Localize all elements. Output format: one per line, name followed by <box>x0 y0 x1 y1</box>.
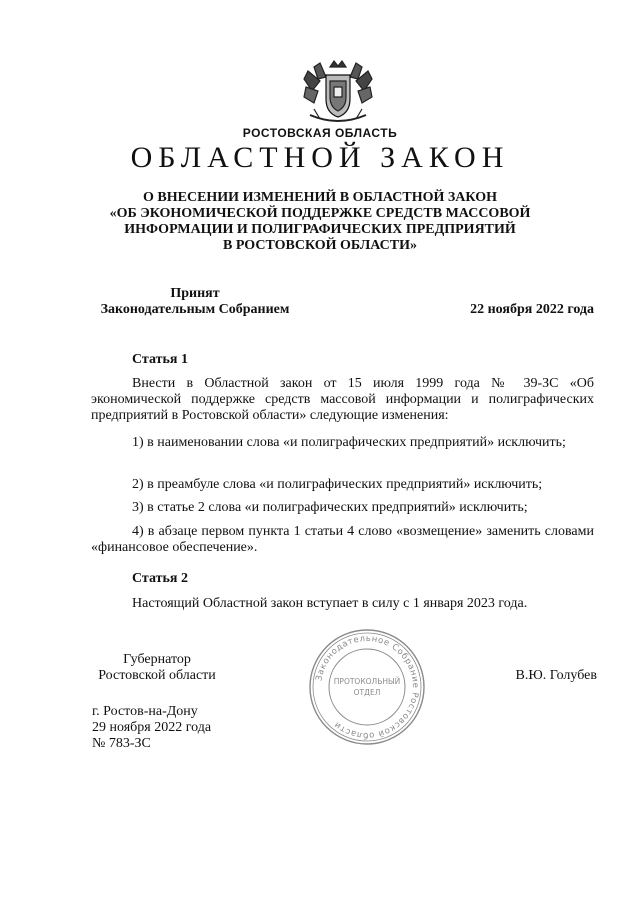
subtitle-line: О ВНЕСЕНИИ ИЗМЕНЕНИЙ В ОБЛАСТНОЙ ЗАКОН <box>143 190 497 205</box>
signing-place: г. Ростов-на-Дону <box>92 704 198 719</box>
adopted-by-label: Законодательным Собранием <box>100 302 290 317</box>
governor-position <box>92 652 222 684</box>
adopted-label: Принят <box>170 286 220 301</box>
subtitle-line: В РОСТОВСКОЙ ОБЛАСТИ» <box>222 238 418 253</box>
article-1-item-4: 4) в абзаце первом пункта 1 статьи 4 слово «возмещение» заменить словами «финансовое обеспечение». <box>91 524 594 555</box>
article-1-intro: Внести в Областной закон от 15 июля 1999 года № 39-ЗС «Об экономической поддержке средств массовой информации и полиграфических предприятий в Ростовской области» следующие изменения: <box>91 376 594 423</box>
subtitle-line: «ОБ ЭКОНОМИЧЕСКОЙ ПОДДЕРЖКЕ СРЕДСТВ МАССОВОЙ <box>109 206 531 221</box>
signing-details <box>92 704 211 752</box>
position-line: Губернатор <box>123 652 191 667</box>
position-line: Ростовской области <box>98 668 216 683</box>
stamp-inner-line: ОТДЕЛ <box>353 688 381 697</box>
coat-of-arms-emblem <box>300 57 376 127</box>
adopted-date: 22 ноября 2022 года <box>470 302 594 317</box>
law-subtitle <box>60 190 580 254</box>
stamp-inner-line: ПРОТОКОЛЬНЫЙ <box>333 677 401 686</box>
stamp-ring-text: Законодательное Собрание Ростовской области <box>314 633 421 741</box>
article-1-item-3: 3) в статье 2 слова «и полиграфических предприятий» исключить; <box>132 500 528 515</box>
article-1-heading: Статья 1 <box>132 352 188 367</box>
article-1-item-1: 1) в наименовании слова «и полиграфических предприятий» исключить; <box>132 435 566 450</box>
region-name: РОСТОВСКАЯ ОБЛАСТЬ <box>242 126 398 140</box>
article-2-text: Настоящий Областной закон вступает в силу с 1 января 2023 года. <box>132 596 528 611</box>
official-stamp <box>307 627 427 747</box>
law-number: № 783-ЗС <box>92 736 151 751</box>
article-1-item-2: 2) в преамбуле слова «и полиграфических предприятий» исключить; <box>132 477 543 492</box>
subtitle-line: ИНФОРМАЦИИ И ПОЛИГРАФИЧЕСКИХ ПРЕДПРИЯТИЙ <box>124 222 516 237</box>
signing-date: 29 ноября 2022 года <box>92 720 212 735</box>
governor-name: В.Ю. Голубев <box>515 668 597 683</box>
article-2-heading: Статья 2 <box>132 571 188 586</box>
document-type-title: ОБЛАСТНОЙ ЗАКОН <box>130 141 510 174</box>
